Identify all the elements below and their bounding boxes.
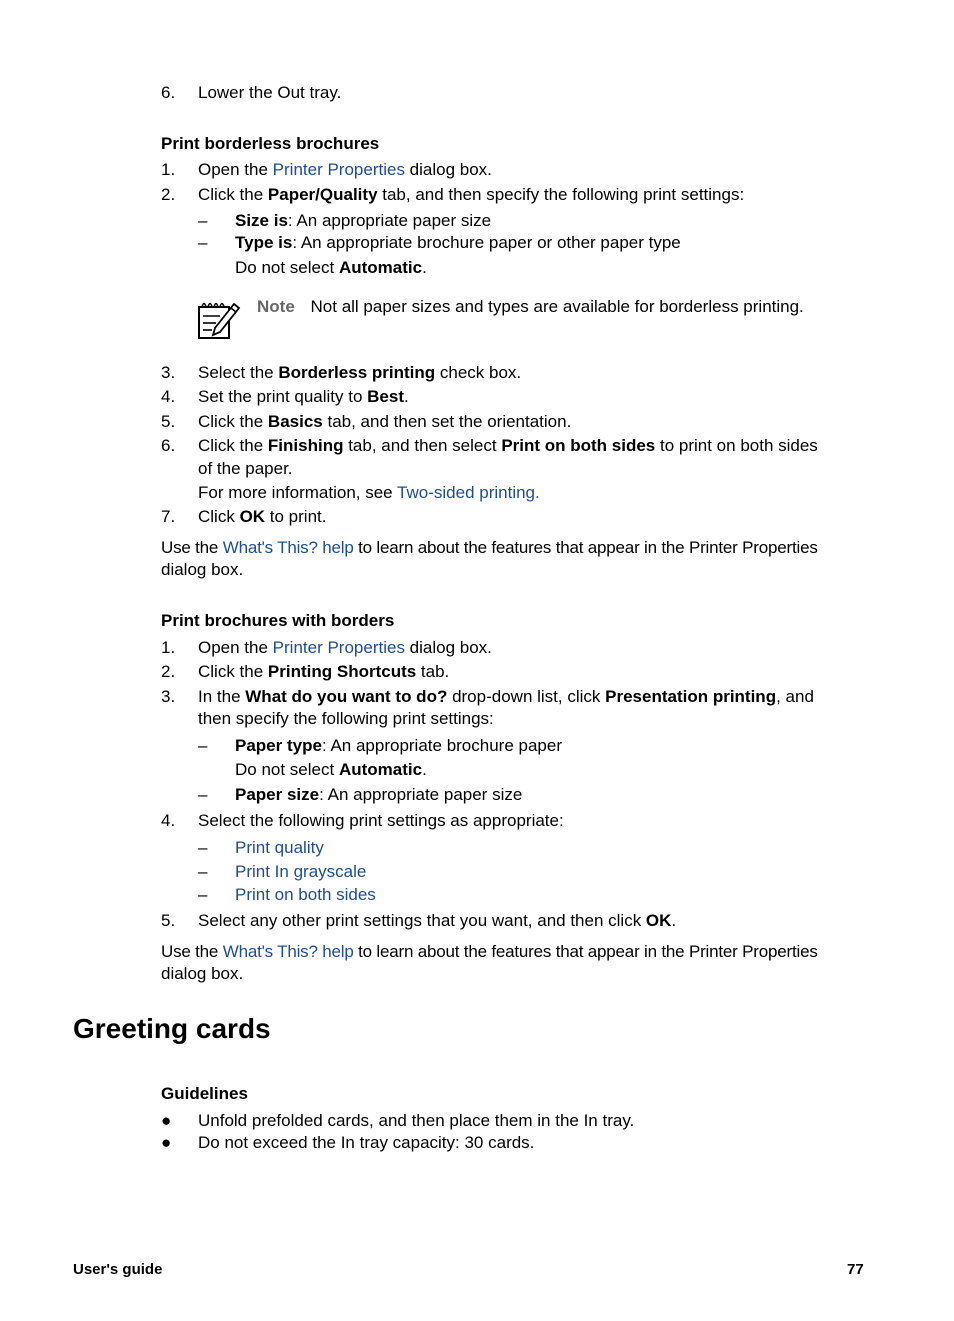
note-pad-pencil-icon (196, 298, 242, 342)
whats-this-help-link-2[interactable]: What's This? help (222, 942, 354, 961)
borders-no-automatic: Do not select Automatic. (235, 760, 427, 779)
heading-borderless: Print borderless brochures (161, 134, 380, 153)
heading-borders: Print brochures with borders (161, 611, 395, 630)
printer-properties-link[interactable]: Printer Properties (272, 160, 405, 179)
borders-help-text: Use the What's This? help to learn about the features that appear in the Printer Properties (161, 942, 818, 961)
borderless-help-line2: dialog box. (161, 560, 244, 579)
borderless-more-info: For more information, see Two-sided printing. (198, 483, 540, 502)
whats-this-help-link[interactable]: What's This? help (222, 538, 354, 557)
borderless-help-text: Use the What's This? help to learn about the features that appear in the Printer Properties (161, 538, 818, 557)
two-sided-printing-link[interactable]: Two-sided printing (397, 483, 536, 502)
page-title: Greeting cards (73, 1013, 271, 1044)
borderless-no-automatic: Do not select Automatic. (235, 258, 427, 277)
printer-properties-link-2[interactable]: Printer Properties (272, 638, 405, 657)
heading-guidelines: Guidelines (161, 1084, 248, 1103)
print-on-both-sides-link[interactable]: Print on both sides (235, 885, 376, 904)
print-in-grayscale-link[interactable]: Print In grayscale (235, 862, 367, 881)
page-number: 77 (847, 1261, 864, 1278)
footer-guide-label: User's guide (73, 1261, 163, 1278)
borders-help-line2: dialog box. (161, 964, 244, 983)
note-label: Note (257, 297, 295, 316)
print-quality-link[interactable]: Print quality (235, 838, 324, 857)
note-text: Note Not all paper sizes and types are available for borderless printing. (257, 297, 804, 316)
